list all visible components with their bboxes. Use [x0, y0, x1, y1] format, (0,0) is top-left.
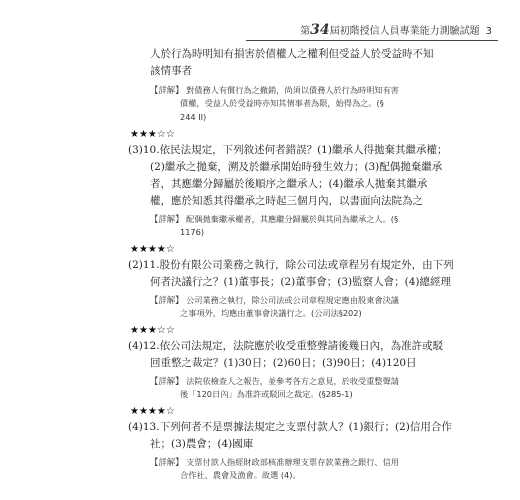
explanation-line: 後「120日內」為准許或駁回之裁定。(§285-1): [180, 389, 353, 399]
explanation: [150, 84, 399, 96]
explanation-line: 對債務人有償行為之撤銷，尚須以債務人於行為時明知有害: [186, 85, 399, 95]
explanation-tag: 【詳解】: [150, 457, 184, 467]
explanation-tag: 【詳解】: [150, 295, 184, 305]
explanation-line: 支票付款人指經財政部核准辦理支票存款業務之銀行、信用: [186, 457, 399, 467]
explanation: [150, 456, 399, 468]
question-text-line: (2)繼承之拋棄，溯及於繼承開始時發生效力；(3)配偶拋棄繼承: [150, 161, 443, 173]
explanation-line: 1176): [180, 227, 205, 237]
explanation-tag: 【詳解】: [150, 85, 184, 95]
header-title: 屆初階授信人員專業能力測驗試題: [329, 26, 480, 37]
question-text-line: (3)10.依民法規定，下列敘述何者錯誤？(1)繼承人得拋棄其繼承權；: [128, 144, 448, 156]
difficulty-stars: ★★★★☆: [130, 406, 175, 417]
explanation: [150, 213, 398, 225]
header-rule: [246, 40, 498, 41]
question-text-line: 者，其應繼分歸屬於後順序之繼承人；(4)繼承人拋棄其繼承: [150, 178, 428, 190]
explanation-tag: 【詳解】: [150, 214, 184, 224]
question-text-line: 何者決議行之？(1)董事長；(2)董事會；(3)監察人會；(4)總經理: [150, 276, 451, 288]
question-text-line: 人於行為時明知有損害於債權人之權利但受益人於受益時不知: [150, 48, 434, 60]
header-text: [300, 22, 492, 38]
explanation-line: 法院依檢查人之報告，並參考各方之意見，於收受重整聲請: [186, 376, 399, 386]
explanation-line: 244 II): [180, 112, 207, 122]
explanation-line: 配偶拋棄繼承權者，其應繼分歸屬於與其同為繼承之人。(§: [186, 214, 399, 224]
explanation: [150, 375, 399, 387]
question-text-line: 回重整之裁定？(1)30日；(2)60日；(3)90日；(4)120日: [150, 357, 417, 369]
question-text-line: (4)12.依公司法規定，法院應於收受重整聲請後幾日內，為准許或駁: [128, 340, 444, 352]
question-text-line: (2)11.股份有限公司業務之執行，除公司法或章程另有規定外，由下列: [128, 259, 454, 271]
question-text-line: (4)13.下列何者不是票據法規定之支票付款人？(1)銀行；(2)信用合作: [128, 421, 452, 433]
difficulty-stars: ★★★☆☆: [130, 129, 175, 140]
question-text-line: 該情事者: [150, 65, 192, 77]
page-number: 3: [485, 26, 492, 37]
question-text-line: 權，應於知悉其得繼承之時起三個月內，以書面向法院為之: [150, 195, 423, 207]
explanation-line: 債權，受益人於受益時亦知其情事者為限，始得為之。(§: [180, 98, 384, 108]
explanation-tag: 【詳解】: [150, 376, 184, 386]
page-header: [0, 22, 520, 42]
difficulty-stars: ★★★☆☆: [130, 325, 175, 336]
question-text-line: 社；(3)農會；(4)國庫: [150, 438, 254, 450]
explanation: [150, 294, 399, 306]
difficulty-stars: ★★★★☆: [130, 244, 175, 255]
explanation-line: 公司業務之執行，除公司法或公司章程規定應由股東會決議: [186, 295, 399, 305]
explanation-line: 合作社、農會及漁會。故選 (4)。: [180, 470, 301, 480]
header-prefix: 第: [300, 26, 311, 37]
explanation-line: 之事項外，均應由董事會決議行之。(公司法§202): [180, 308, 362, 318]
header-number: 34: [310, 22, 330, 38]
